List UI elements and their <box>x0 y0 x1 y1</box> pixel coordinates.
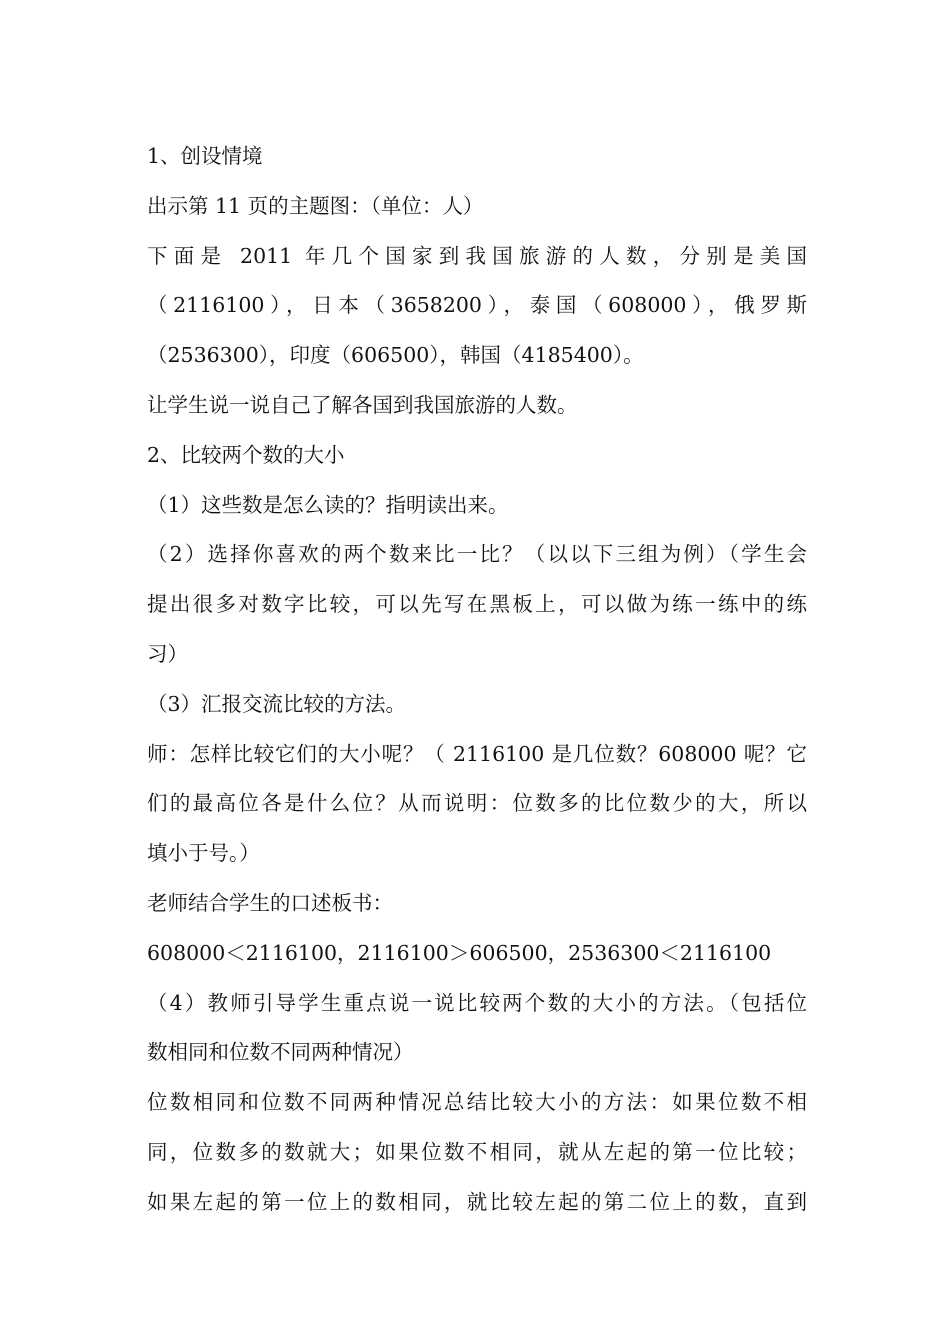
paragraph-line: （4）教师引导学生重点说一说比较两个数的大小的方法。（包括位 <box>147 990 807 1015</box>
paragraph-line: 填小于号。） <box>147 841 260 866</box>
section-heading-1: 1、创设情境 <box>147 144 263 168</box>
paragraph-line: （2）选择你喜欢的两个数来比一比？（以以下三组为例）（学生会 <box>147 542 807 567</box>
paragraph-line: 老师结合学生的口述板书： <box>147 890 393 915</box>
paragraph-line: （3）汇报交流比较的方法。 <box>147 691 407 716</box>
paragraph-line: （1）这些数是怎么读的？指明读出来。 <box>147 492 509 517</box>
paragraph-line: 让学生说一说自己了解各国到我国旅游的人数。 <box>147 392 578 417</box>
paragraph-line: 出示第 11 页的主题图：（单位：人） <box>147 193 484 218</box>
paragraph-line: （2536300），印度（606500），韩国（4185400）。 <box>147 343 644 368</box>
paragraph-line: （2116100），日本（3658200），泰国（608000），俄罗斯 <box>147 293 807 318</box>
paragraph-line: 如果左起的第一位上的数相同，就比较左起的第二位上的数，直到 <box>147 1189 807 1214</box>
paragraph-line: 数相同和位数不同两种情况） <box>147 1040 414 1065</box>
paragraph-line: 下面是 2011 年几个国家到我国旅游的人数，分别是美国 <box>147 243 807 268</box>
paragraph-line: 位数相同和位数不同两种情况总结比较大小的方法：如果位数不相 <box>147 1090 807 1115</box>
document-body <box>147 132 807 1228</box>
paragraph-line: 们的最高位各是什么位？从而说明：位数多的比位数少的大，所以 <box>147 791 807 816</box>
comparison-line: 608000＜2116100，2116100＞606500，2536300＜2116100 <box>147 940 772 965</box>
paragraph-line: 习） <box>147 641 188 666</box>
paragraph-line: 师：怎样比较它们的大小呢？（ 2116100 是几位数？608000 呢？它 <box>147 741 807 766</box>
paragraph-line: 提出很多对数字比较，可以先写在黑板上，可以做为练一练中的练 <box>147 592 807 617</box>
paragraph-line: 同，位数多的数就大；如果位数不相同，就从左起的第一位比较； <box>147 1139 807 1164</box>
section-heading-2: 2、比较两个数的大小 <box>147 442 345 467</box>
